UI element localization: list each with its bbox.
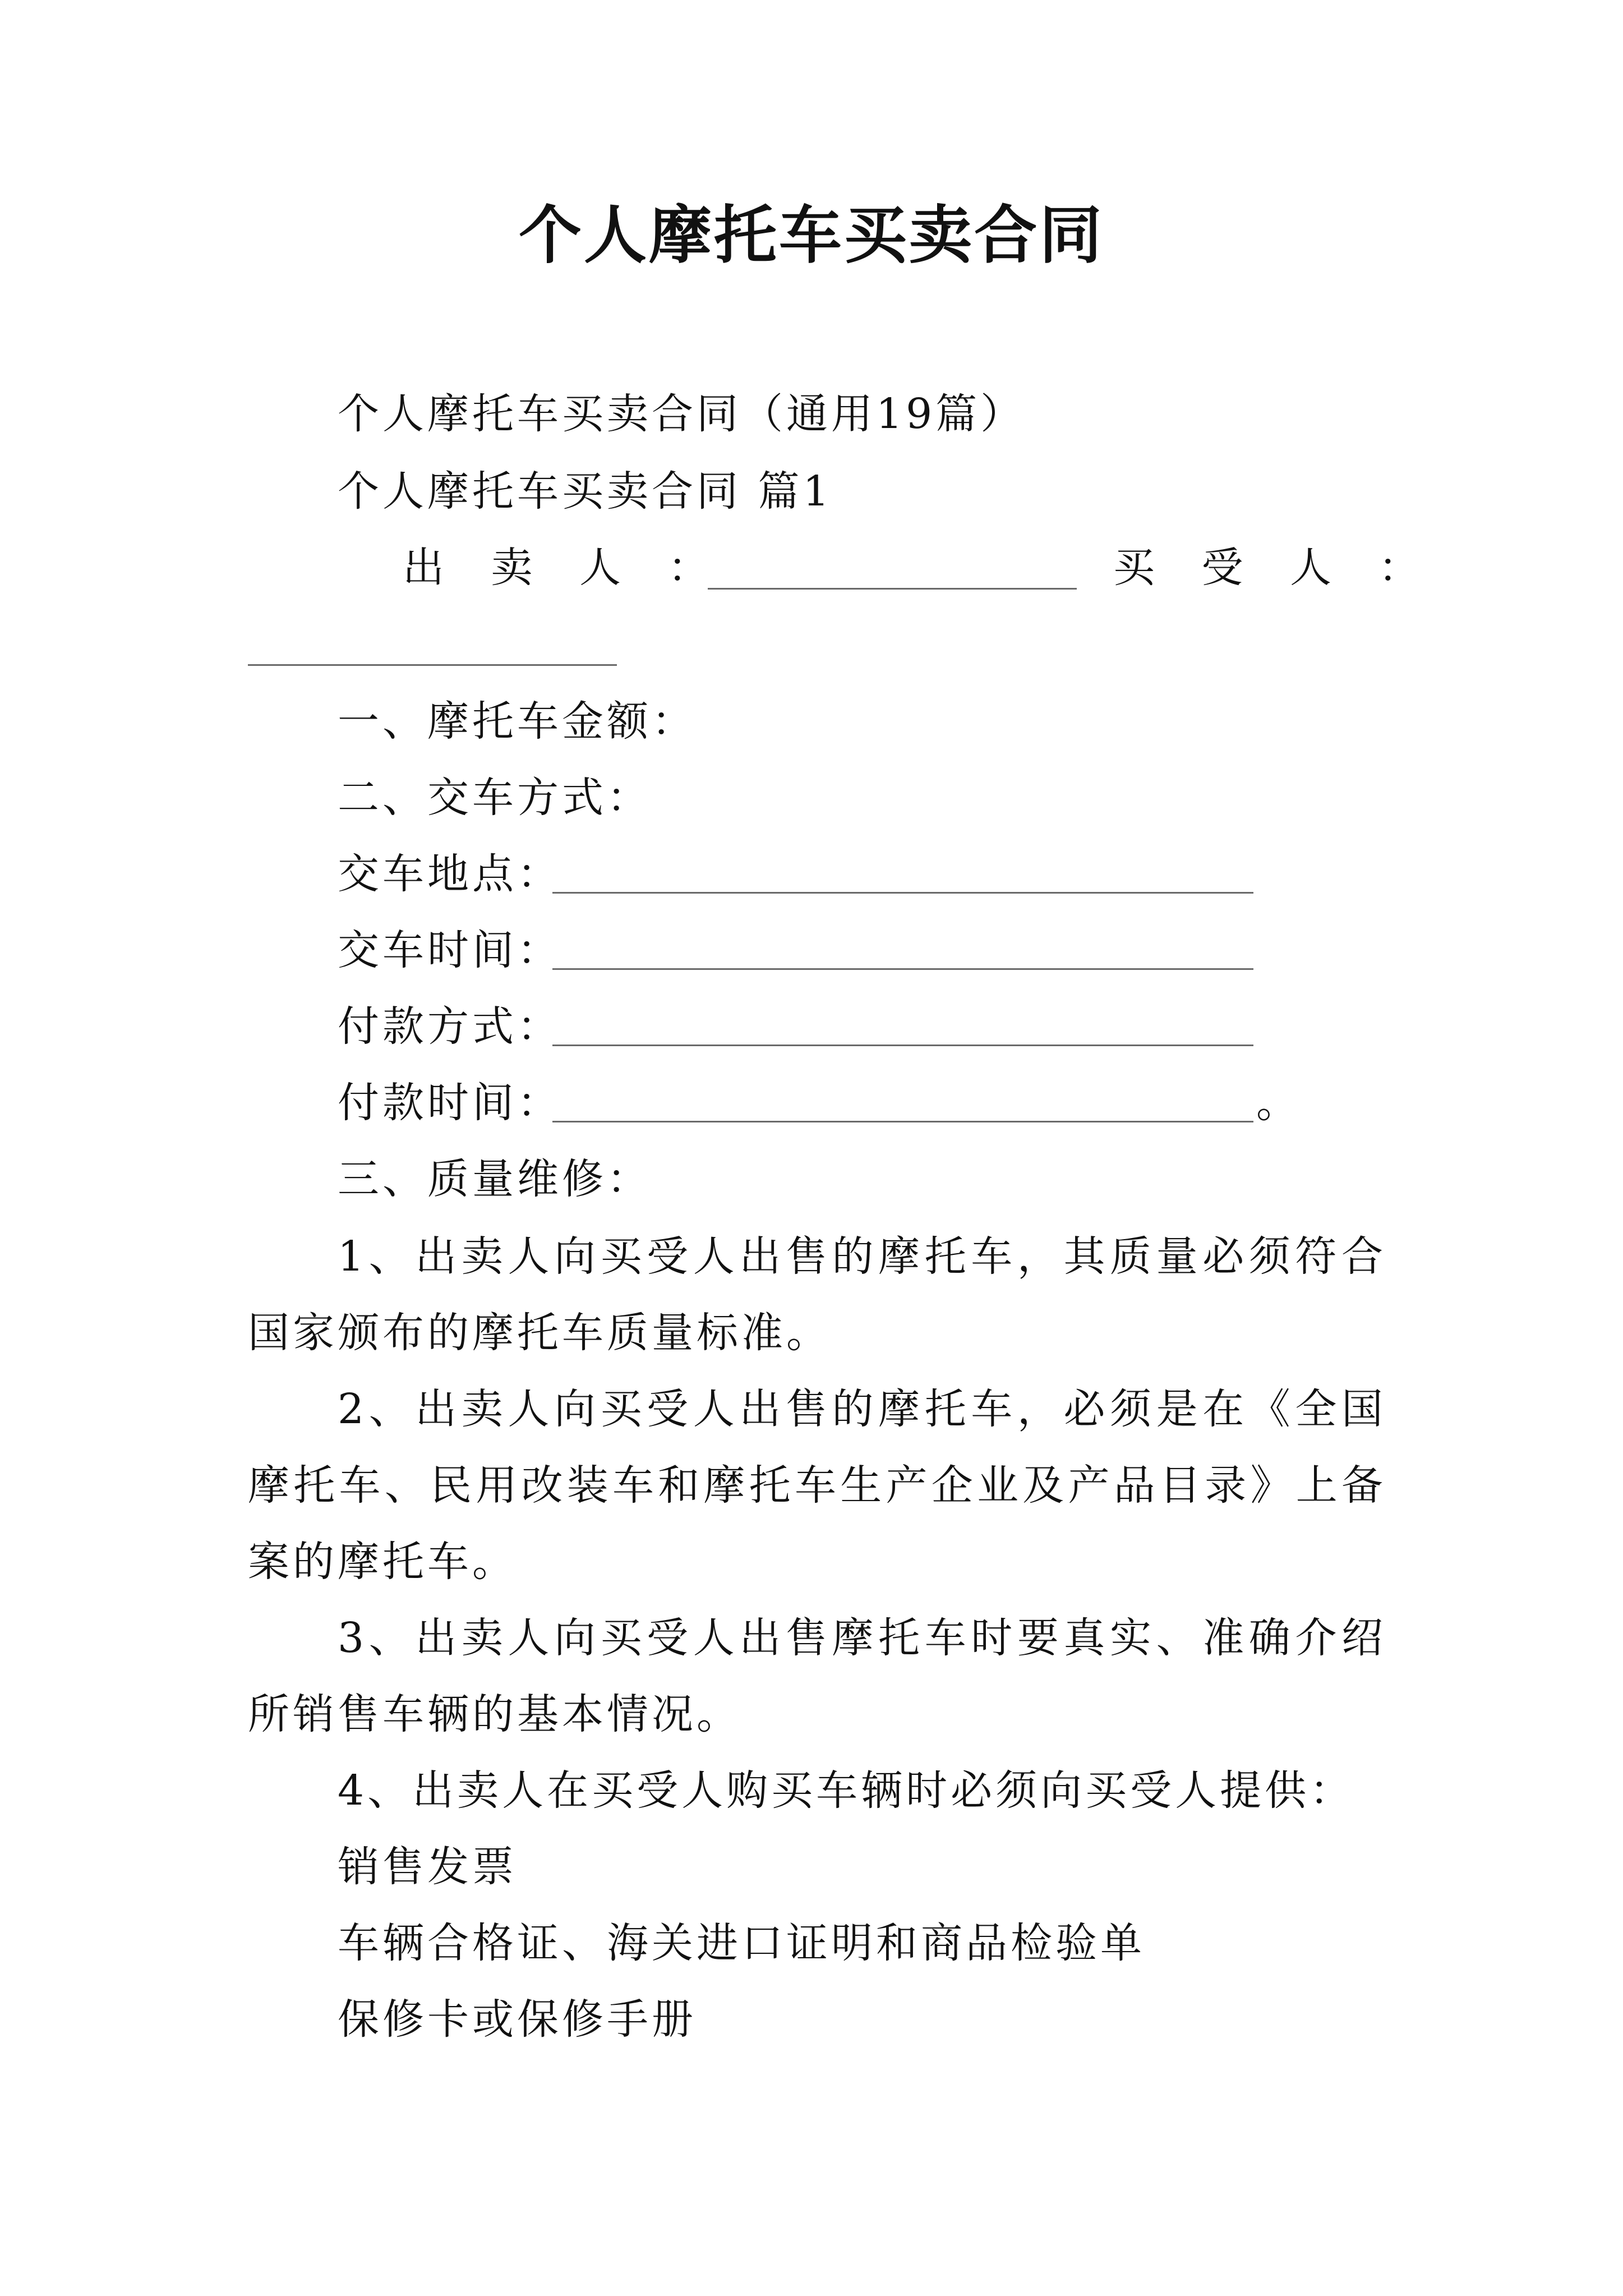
list-item: 车辆合格证、海关进口证明和商品检验单 [338, 1919, 1145, 1967]
document-title: 个人摩托车买卖合同 [519, 199, 1104, 272]
quality-item-1: 1、出卖人向买受人出售的摩托车，其质量必须符合国家颁布的摩托车质量标准。 [248, 1232, 1386, 1357]
section-heading: 个人摩托车买卖合同 篇1 [338, 467, 833, 516]
buyer-blank-line [248, 664, 617, 666]
delivery-place-line [552, 892, 1253, 894]
quality-item-2: 2、出卖人向买受人出售的摩托车，必须是在《全国摩托车、民用改装车和摩托车生产企业及产品目录》上备案的摩托车。 [248, 1385, 1386, 1586]
payment-time-label: 付款时间： [338, 1079, 562, 1127]
delivery-time-line [552, 968, 1253, 970]
quality-item-4: 4、出卖人在买受人购买车辆时必须向买受人提供： [338, 1766, 1355, 1815]
seller-blank-line [708, 588, 1077, 590]
delivery-time-label: 交车时间： [338, 926, 562, 974]
quality-item-3: 3、出卖人向买受人出售摩托车时要真实、准确介绍所销售车辆的基本情况。 [248, 1614, 1386, 1738]
period-mark: 。 [1256, 1079, 1301, 1127]
payment-method-line [552, 1045, 1253, 1046]
clause-delivery-method: 二、交车方式： [338, 774, 652, 822]
clause-amount: 一、摩托车金额： [338, 697, 697, 746]
delivery-place-label: 交车地点： [338, 850, 562, 898]
document-subtitle: 个人摩托车买卖合同（通用19篇） [338, 390, 1026, 438]
payment-time-line [552, 1121, 1253, 1122]
list-item: 保修卡或保修手册 [338, 1995, 697, 2044]
buyer-label: 买 受 人 ： [1113, 544, 1437, 592]
clause-quality: 三、质量维修： [338, 1155, 652, 1203]
list-item: 销售发票 [338, 1843, 517, 1891]
seller-label: 出 卖 人 ： [403, 544, 726, 592]
payment-method-label: 付款方式： [338, 1002, 562, 1051]
